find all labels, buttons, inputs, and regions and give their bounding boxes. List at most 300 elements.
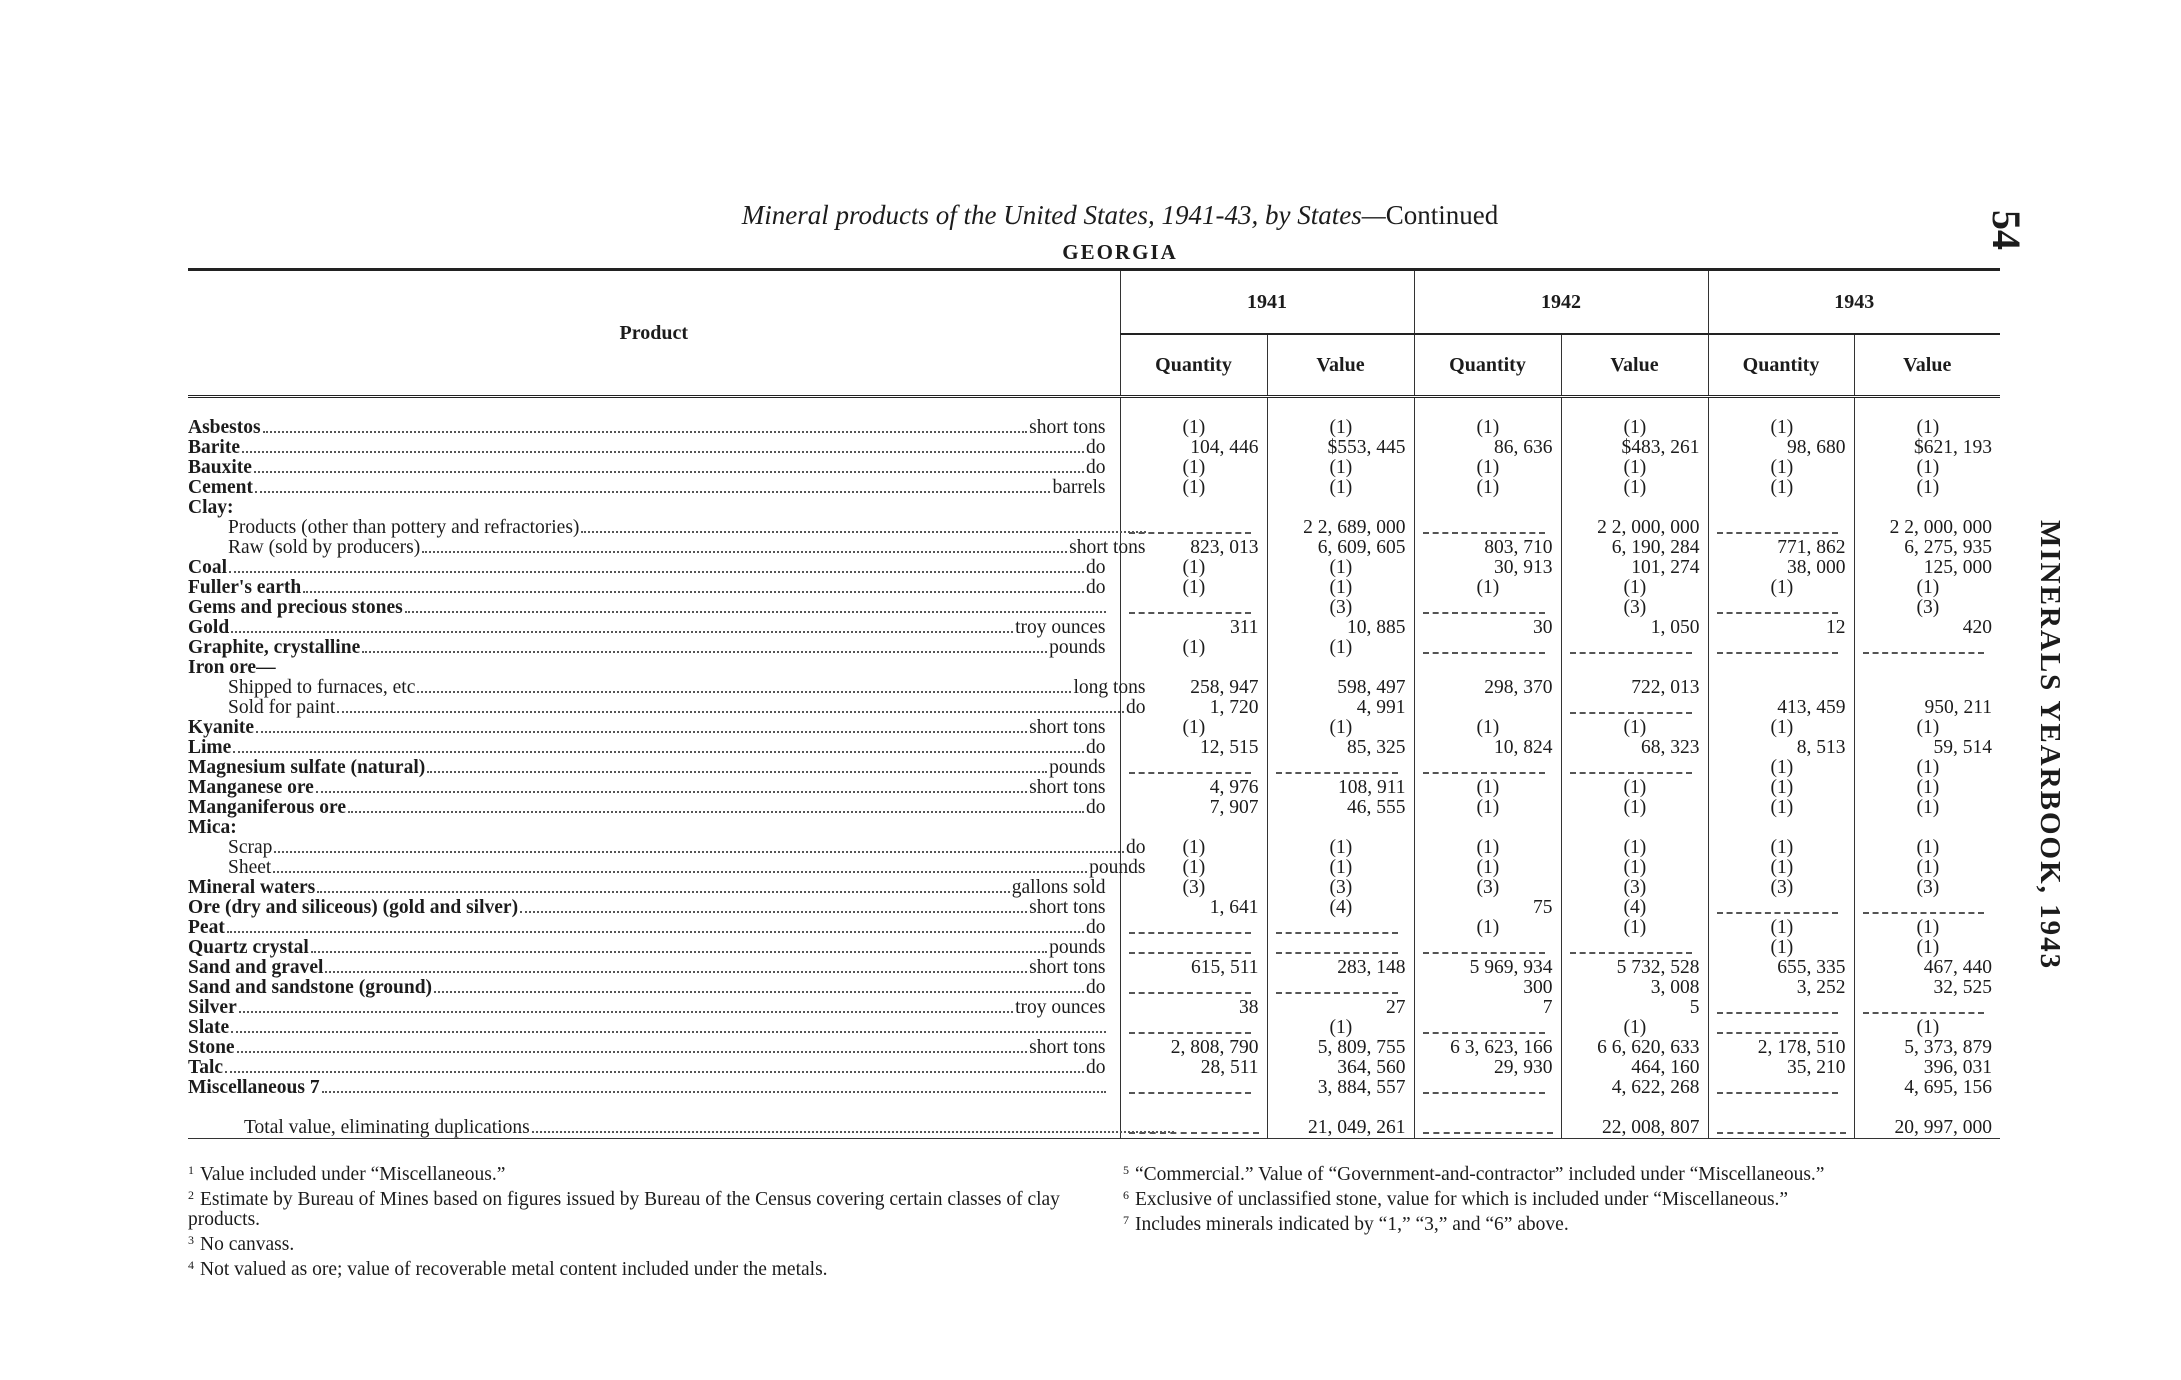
leader-dots [362,651,1047,653]
value-cell: 283, 148 [1267,958,1414,978]
value-cell [1267,938,1414,958]
value-cell: (1) [1267,478,1414,498]
spacer-cell [1561,1098,1708,1118]
table-row [188,758,2000,778]
leader-dots [231,631,1013,633]
product-name: Asbestos [188,417,261,438]
quantity-cell: (3) [1120,878,1267,898]
value-cell: 5 732, 528 [1561,958,1708,978]
quantity-cell [1414,818,1561,838]
quantity-cell [1120,758,1267,778]
quantity-cell: 298, 370 [1414,678,1561,698]
value-cell: 6, 190, 284 [1561,538,1708,558]
dashed-rule [1423,1122,1553,1134]
value-cell: 68, 323 [1561,738,1708,758]
value-cell: (1) [1854,938,2000,958]
quantity-cell [1708,678,1854,698]
quantity-cell: (1) [1708,718,1854,738]
value-cell [1267,658,1414,678]
footnote-4-text: Not valued as ore; value of recoverable metal content included under the metals. [200,1259,828,1280]
quantity-cell: 30 [1414,618,1561,638]
value-cell: 27 [1267,998,1414,1018]
mineral-products-table [188,268,2000,1139]
value-cell [1854,658,2000,678]
table-row [188,478,2000,498]
product-leader [188,938,1120,958]
dashed-rule [1717,902,1838,914]
total-quantity-cell [1414,1118,1561,1139]
table-row [188,958,2000,978]
product-cell [188,958,1120,978]
dashed-rule [1863,1002,1985,1014]
product-cell [188,418,1120,438]
product-cell [188,878,1120,898]
value-cell: (1) [1267,638,1414,658]
dashed-rule [1129,982,1251,994]
dashed-rule [1129,1022,1251,1034]
quantity-cell: (1) [1708,798,1854,818]
value-cell: 6 6, 620, 633 [1561,1038,1708,1058]
quantity-cell: 5 969, 934 [1414,958,1561,978]
dashed-rule [1717,1122,1846,1134]
leader-dots [520,911,1027,913]
quantity-header-1943: Quantity [1708,334,1854,397]
table-row [188,538,2000,558]
product-leader [188,1018,1120,1038]
value-cell [1561,818,1708,838]
table-row [188,698,2000,718]
dashed-rule [1570,762,1692,774]
product-leader [188,818,1120,838]
leader-dots [417,691,1071,693]
product-name: Sand and gravel [188,957,324,978]
table-row [188,978,2000,998]
spacer-row [188,397,2000,419]
quantity-cell: (1) [1120,558,1267,578]
product-cell [188,598,1120,618]
leader-dots [405,611,1106,613]
quantity-cell: 1, 641 [1120,898,1267,918]
quantity-cell: (3) [1708,878,1854,898]
value-cell: (1) [1561,798,1708,818]
footnote-3: $^3$ No canvass. [188,1233,295,1255]
quantity-cell: 615, 511 [1120,958,1267,978]
dashed-rule [1863,642,1985,654]
quantity-cell [1708,518,1854,538]
value-cell: 6, 275, 935 [1854,538,2000,558]
value-cell: (1) [1267,718,1414,738]
product-name: Sand and sandstone (ground) [188,977,433,998]
table-row [188,858,2000,878]
quantity-cell [1708,658,1854,678]
product-unit: short tons [1029,777,1106,798]
value-cell: (1) [1561,838,1708,858]
product-unit: do [1086,437,1106,458]
product-unit: short tons [1029,957,1106,978]
table-row [188,498,2000,518]
footnote-6-text: Exclusive of unclassified stone, value for which is included under “Miscellaneous.” [1135,1189,1789,1210]
total-cell [188,1118,1120,1139]
product-cell [188,938,1120,958]
quantity-cell: 7, 907 [1120,798,1267,818]
leader-dots [231,1031,1105,1033]
leader-dots [256,731,1027,733]
spacer-cell [1854,1098,2000,1118]
product-name: Mineral waters [188,877,316,898]
value-cell [1854,638,2000,658]
product-leader [188,1078,1120,1098]
value-cell: 5 [1561,998,1708,1018]
quantity-cell [1414,938,1561,958]
quantity-header-1942: Quantity [1414,334,1561,397]
value-cell: 2 2, 689, 000 [1267,518,1414,538]
quantity-cell: 258, 947 [1120,678,1267,698]
table-row [188,598,2000,618]
product-cell [188,618,1120,638]
value-cell: (1) [1561,418,1708,438]
product-leader [188,658,1120,678]
total-quantity-cell [1120,1118,1267,1139]
value-cell: (1) [1561,918,1708,938]
product-unit: do [1086,557,1106,578]
leader-dots [274,851,1124,853]
value-cell: 2 2, 000, 000 [1854,518,2000,538]
quantity-cell [1120,1078,1267,1098]
dashed-rule [1423,942,1545,954]
quantity-cell: 75 [1414,898,1561,918]
leader-dots [316,791,1027,793]
table-row [188,678,2000,698]
title-continued: Continued [1385,200,1499,230]
product-name: Manganese ore [188,777,314,798]
quantity-cell: 28, 511 [1120,1058,1267,1078]
quantity-cell: 771, 862 [1708,538,1854,558]
leader-dots [225,1071,1084,1073]
value-cell: (3) [1267,598,1414,618]
quantity-cell: 12 [1708,618,1854,638]
value-cell [1854,998,2000,1018]
product-unit: do [1086,577,1106,598]
product-name: Coal [188,557,227,578]
value-cell: $483, 261 [1561,438,1708,458]
quantity-cell: 30, 913 [1414,558,1561,578]
quantity-cell: 8, 513 [1708,738,1854,758]
value-cell [1267,498,1414,518]
value-cell [1561,698,1708,718]
value-cell: 2 2, 000, 000 [1561,518,1708,538]
quantity-cell: 4, 976 [1120,778,1267,798]
product-name: Miscellaneous 7 [188,1077,320,1098]
dashed-rule [1129,942,1251,954]
table-row [188,938,2000,958]
product-leader [188,698,1160,718]
quantity-cell: 10, 824 [1414,738,1561,758]
dashed-rule [1129,522,1251,534]
quantity-cell: 413, 459 [1708,698,1854,718]
value-cell: 108, 911 [1267,778,1414,798]
footnotes-right-column [1123,1160,2023,1235]
product-leader [188,918,1120,938]
table-row [188,998,2000,1018]
value-header-1942: Value [1561,334,1708,397]
spacer-cell [1708,1098,1854,1118]
product-cell [188,638,1120,658]
value-cell: (4) [1561,898,1708,918]
quantity-cell [1414,698,1561,718]
leader-dots [237,1051,1028,1053]
leader-dots [422,551,1067,553]
product-unit: pounds [1049,637,1106,658]
value-cell [1267,918,1414,938]
footnote-5-text: “Commercial.” Value of “Government-and-contractor” included under “Miscellaneous.” [1135,1164,1825,1185]
product-cell [188,758,1120,778]
product-unit: barrels [1052,477,1106,498]
value-cell: 467, 440 [1854,958,2000,978]
product-name: Scrap [228,837,273,858]
quantity-cell [1708,1018,1854,1038]
dashed-rule [1423,642,1545,654]
product-name: Iron ore— [188,657,276,678]
value-cell: (1) [1854,858,2000,878]
footnote-1: $^1$ Value included under “Miscellaneous.” [188,1163,506,1185]
leader-dots [337,711,1124,713]
table-row [188,618,2000,638]
dashed-rule [1717,602,1838,614]
value-cell [1854,498,2000,518]
product-cell [188,738,1120,758]
footnote-1-text: Value included under “Miscellaneous.” [200,1164,506,1185]
quantity-cell: (1) [1708,838,1854,858]
product-name: Sold for paint [228,697,336,718]
footnote-7-text: Includes minerals indicated by “1,” “3,” and “6” above. [1135,1214,1569,1235]
dashed-rule [1717,522,1838,534]
quantity-cell: (1) [1414,918,1561,938]
spacer-row [188,1098,2000,1118]
product-leader [188,798,1120,818]
quantity-cell: 2, 808, 790 [1120,1038,1267,1058]
quantity-cell: (1) [1708,578,1854,598]
quantity-cell: 6 3, 623, 166 [1414,1038,1561,1058]
product-name: Magnesium sulfate (natural) [188,757,426,778]
table-row [188,778,2000,798]
quantity-cell [1120,498,1267,518]
table-row [188,798,2000,818]
value-cell: (3) [1561,878,1708,898]
value-cell: (1) [1854,458,2000,478]
value-cell: $621, 193 [1854,438,2000,458]
leader-dots [273,871,1087,873]
dashed-rule [1129,762,1251,774]
spacer-cell [1414,1098,1561,1118]
product-name: Slate [188,1017,230,1038]
value-cell: 10, 885 [1267,618,1414,638]
quantity-cell: (1) [1120,478,1267,498]
product-cell [188,578,1120,598]
quantity-cell: 38 [1120,998,1267,1018]
product-cell [188,1038,1120,1058]
quantity-cell: 823, 013 [1120,538,1267,558]
product-leader [188,858,1160,878]
product-leader [188,458,1120,478]
table-row [188,918,2000,938]
quantity-cell: (1) [1414,798,1561,818]
value-cell: (1) [1267,418,1414,438]
dashed-rule [1570,642,1692,654]
leader-dots [254,471,1084,473]
product-unit: pounds [1049,757,1106,778]
product-name: Clay: [188,497,234,518]
value-cell: (1) [1561,718,1708,738]
value-cell: (1) [1854,758,2000,778]
value-header-1941: Value [1267,334,1414,397]
page-title: Mineral products of the United States, 1941-43, by States—Continued [741,200,1499,230]
value-cell: 950, 211 [1854,698,2000,718]
leader-dots [233,751,1084,753]
quantity-cell: (1) [1414,778,1561,798]
product-name: Sheet [228,857,272,878]
value-cell: 4, 991 [1267,698,1414,718]
product-leader [188,418,1120,438]
dashed-rule [1717,642,1838,654]
product-unit: do [1086,977,1106,998]
product-unit: short tons [1029,1037,1106,1058]
quantity-cell [1120,1018,1267,1038]
product-leader [188,518,1160,538]
leader-dots [239,1011,1013,1013]
table-row [188,438,2000,458]
dashed-rule [1276,982,1398,994]
value-cell: (1) [1267,458,1414,478]
total-quantity-cell [1708,1118,1854,1139]
value-cell: 59, 514 [1854,738,2000,758]
quantity-cell: (1) [1120,858,1267,878]
value-cell: 4, 695, 156 [1854,1078,2000,1098]
quantity-cell: (1) [1120,638,1267,658]
value-cell: 1, 050 [1561,618,1708,638]
product-cell [188,818,1120,838]
value-cell [1267,758,1414,778]
leader-dots [532,1131,1174,1133]
product-leader [188,618,1120,638]
value-cell: 101, 274 [1561,558,1708,578]
value-cell: (3) [1561,598,1708,618]
value-cell: 5, 809, 755 [1267,1038,1414,1058]
quantity-cell: (1) [1414,458,1561,478]
product-leader [188,1058,1120,1078]
total-value-cell: 22, 008, 807 [1561,1118,1708,1139]
value-cell: (1) [1854,778,2000,798]
dashed-rule [1276,762,1398,774]
value-cell: (1) [1267,1018,1414,1038]
leader-dots [303,591,1084,593]
dashed-rule [1423,1082,1545,1094]
product-name: Barite [188,437,240,458]
quantity-cell: 35, 210 [1708,1058,1854,1078]
value-cell: (1) [1267,838,1414,858]
product-name: Ore (dry and siliceous) (gold and silver) [188,897,519,918]
dashed-rule [1423,602,1545,614]
value-cell: (1) [1267,558,1414,578]
leader-dots [434,991,1084,993]
quantity-cell [1120,938,1267,958]
table-row [188,1018,2000,1038]
product-leader [188,838,1160,858]
quantity-cell: (1) [1414,718,1561,738]
table-row [188,738,2000,758]
year-header-1942: 1942 [1414,270,1708,335]
value-cell: 4, 622, 268 [1561,1078,1708,1098]
product-name: Quartz crystal [188,937,309,958]
year-header-1943: 1943 [1708,270,2000,335]
value-cell: (1) [1561,858,1708,878]
table-row [188,818,2000,838]
product-name: Products (other than pottery and refractories) [228,517,580,538]
quantity-header-1941: Quantity [1120,334,1267,397]
product-name: Raw (sold by producers) [228,537,421,558]
value-cell: (1) [1267,858,1414,878]
value-cell: 3, 884, 557 [1267,1078,1414,1098]
quantity-cell: 98, 680 [1708,438,1854,458]
product-cell [188,798,1120,818]
table-row [188,1038,2000,1058]
value-cell [1854,898,2000,918]
product-unit: troy ounces [1015,617,1106,638]
product-name: Stone [188,1037,235,1058]
product-cell [188,718,1120,738]
total-leader [188,1118,1176,1138]
product-leader [188,778,1120,798]
product-leader [188,438,1120,458]
quantity-cell: (1) [1414,858,1561,878]
value-cell: (1) [1267,578,1414,598]
product-unit: do [1086,737,1106,758]
quantity-cell [1120,658,1267,678]
leader-dots [322,1091,1106,1093]
value-cell: (1) [1854,478,2000,498]
quantity-cell: 38, 000 [1708,558,1854,578]
product-leader [188,498,1120,518]
footnote-5: $^5$ “Commercial.” Value of “Government-and-contractor” included under “Miscellaneous.” [1123,1163,1825,1185]
value-cell: 46, 555 [1267,798,1414,818]
table-row [188,518,2000,538]
value-cell: 125, 000 [1854,558,2000,578]
state-heading: GEORGIA [1062,240,1178,264]
product-cell [188,558,1120,578]
spacer-cell [1120,1098,1267,1118]
table-row [188,458,2000,478]
product-leader [188,1038,1120,1058]
product-cell [188,537,1146,558]
total-row [188,1118,2000,1139]
value-cell: (1) [1854,418,2000,438]
leader-dots [227,931,1084,933]
dashed-rule [1423,1022,1545,1034]
product-cell [188,898,1120,918]
quantity-cell: (1) [1120,838,1267,858]
product-leader [188,978,1120,998]
value-cell: (3) [1267,878,1414,898]
product-unit: long tons [1073,677,1146,698]
product-cell [188,438,1120,458]
quantity-cell [1414,638,1561,658]
footnote-4: $^4$ Not valued as ore; value of recoverable metal content included under the metals. [188,1258,828,1280]
title-text: Mineral products of the United States, 1941-43, by States [741,200,1362,230]
product-leader [188,598,1120,618]
table-row [188,638,2000,658]
table-row [188,578,2000,598]
value-cell: $553, 445 [1267,438,1414,458]
leader-dots [427,771,1047,773]
